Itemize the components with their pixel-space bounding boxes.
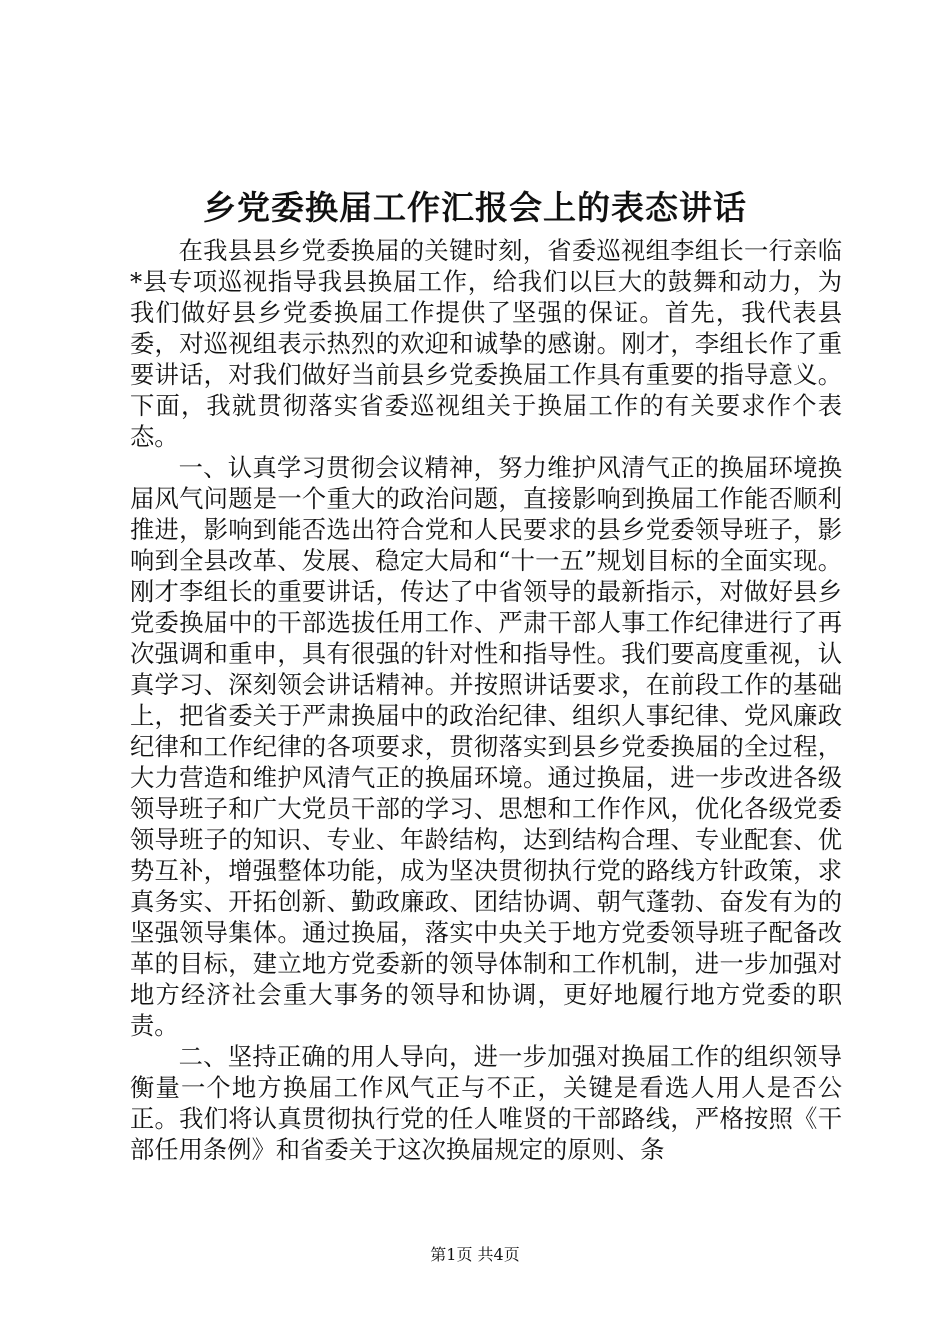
paragraph-section-two: 二、坚持正确的用人导向，进一步加强对换届工作的组织领导衡量一个地方换届工作风气正与不正，关键是看选人用人是否公正。我们将认真贯彻执行党的任人唯贤的干部路线，严格按照《干部任用条例》和省委关于这次换届规定的原则、条 [130, 1042, 842, 1164]
paragraph-section-one: 一、认真学习贯彻会议精神，努力维护风清气正的换届环境换届风气问题是一个重大的政治问题，直接影响到换届工作能否顺利推进，影响到能否选出符合党和人民要求的县乡党委领导班子，影响到全县改革、发展、稳定大局和“十一五”规划目标的全面实现。刚才李组长的重要讲话，传达了中省领导的最新指示，对做好县乡党委换届中的干部选拔任用工作、严肃干部人事工作纪律进行了再次强调和重申，具有很强的针对性和指导性。我们要高度重视，认真学习、深刻领会讲话精神。并按照讲话要求，在前段工作的基础上，把省委关于严肃换届中的政治纪律、组织人事纪律、党风廉政纪律和工作纪律的各项要求，贯彻落实到县乡党委换届的全过程，大力营造和维护风清气正的换届环境。通过换届，进一步改进各级领导班子和广大党员干部的学习、思想和工作作风，优化各级党委领导班子的知识、专业、年龄结构，达到结构合理、专业配套、优势互补，增强整体功能，成为坚决贯彻执行党的路线方针政策，求真务实、开拓创新、勤政廉政、团结协调、朝气蓬勃、奋发有为的坚强领导集体。通过换届，落实中央关于地方党委领导班子配备改革的目标，建立地方党委新的领导体制和工作机制，进一步加强对地方经济社会重大事务的领导和协调，更好地履行地方党委的职责。 [130, 453, 842, 1040]
paragraph-intro: 在我县县乡党委换届的关键时刻，省委巡视组李组长一行亲临*县专项巡视指导我县换届工作，给我们以巨大的鼓舞和动力，为我们做好县乡党委换届工作提供了坚强的保证。首先，我代表县委，对巡视组表示热烈的欢迎和诚挚的感谢。刚才，李组长作了重要讲话，对我们做好当前县乡党委换届工作具有重要的指导意义。下面，我就贯彻落实省委巡视组关于换届工作的有关要求作个表态。 [130, 236, 842, 451]
page-number-footer: 第1页 共4页 [430, 1245, 520, 1264]
document-body [130, 235, 842, 1165]
document-title: 乡党委换届工作汇报会上的表态讲话 [203, 188, 747, 227]
